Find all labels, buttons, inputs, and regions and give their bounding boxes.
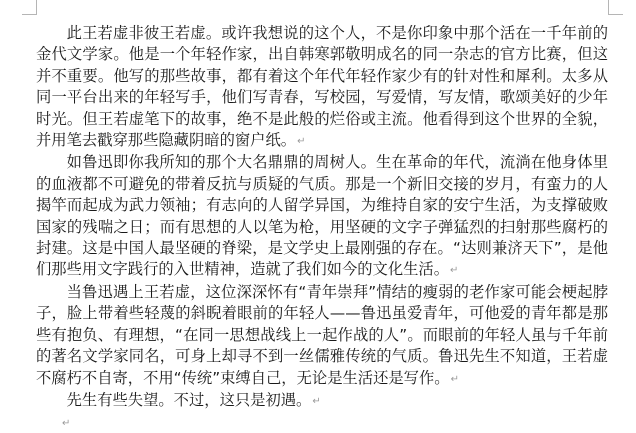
paragraph-4-text: 先生有些失望。不过，这只是初遇。 xyxy=(66,390,312,409)
paragraph-4 xyxy=(36,390,608,412)
paragraph-mark-icon: ↵ xyxy=(62,418,71,430)
paragraph-1 xyxy=(36,23,608,152)
page-corner-mark-top-left xyxy=(22,0,37,15)
paragraph-1-text: 此王若虚非彼王若虚。或许我想说的这个人，不是你印象中那个活在一千年前的金代文学家。他是一个年轻作家，出自韩寒郭敬明成名的同一杂志的官方比赛，但这并不重要。他写的那些故事，都有着这个年代年轻作家少有的针对性和犀利。太多从同一平台出来的年轻写手，他们写青春，写校园，写爱情，写友情，歌颂美好的少年时光。但王若虚笔下的故事，绝不是此般的烂俗或主流。他看得到这个世界的全貌，并用笔去戳穿那些隐藏阴暗的窗户纸。 xyxy=(36,24,608,150)
paragraph-2-text: 如鲁迅即你我所知的那个大名鼎鼎的周树人。生在革命的年代，流淌在他身体里的血液都不可避免的带着反抗与质疑的气质。那是一个新旧交接的岁月，有蛮力的人揭竿而起成为武力领袖；有志向的人留学异国，为维持自家的安宁生活，为支撑破败国家的残喘之日；而有思想的人以笔为枪，用坚硬的文字子弹猛烈的扫射那些腐朽的封建。这是中国人最坚硬的脊梁，是文学史上最刚强的存在。“达则兼济天下”，是他们那些用文字践行的入世精神，造就了我们如今的文化生活。 xyxy=(36,153,608,279)
document-body[interactable] xyxy=(36,23,608,433)
paragraph-mark-icon: ↵ xyxy=(297,136,306,148)
empty-paragraph xyxy=(36,412,608,433)
paragraph-3 xyxy=(36,282,608,390)
paragraph-2 xyxy=(36,152,608,281)
paragraph-mark-icon: ↵ xyxy=(450,373,459,385)
paragraph-mark-icon: ↵ xyxy=(450,265,459,277)
paragraph-mark-icon: ↵ xyxy=(312,395,321,407)
paragraph-3-text: 当鲁迅遇上王若虚，这位深深怀有“青年崇拜”情结的瘦弱的老作家可能会梗起脖子，脸上带着些轻蔑的斜睨着眼前的年轻人——鲁迅虽爱青年，可他爱的青年都是那些有抱负、有理想，“在同一思想战线上一起作战的人”。而眼前的年轻人虽与千年前的著名文学家同名，可身上却寻不到一丝儒雅传统的气质。鲁迅先生不知道，王若虚不腐朽不自寄，不用“传统”束缚自己，无论是生活还是写作。 xyxy=(36,282,608,387)
page-corner-mark-top-right xyxy=(608,0,623,15)
